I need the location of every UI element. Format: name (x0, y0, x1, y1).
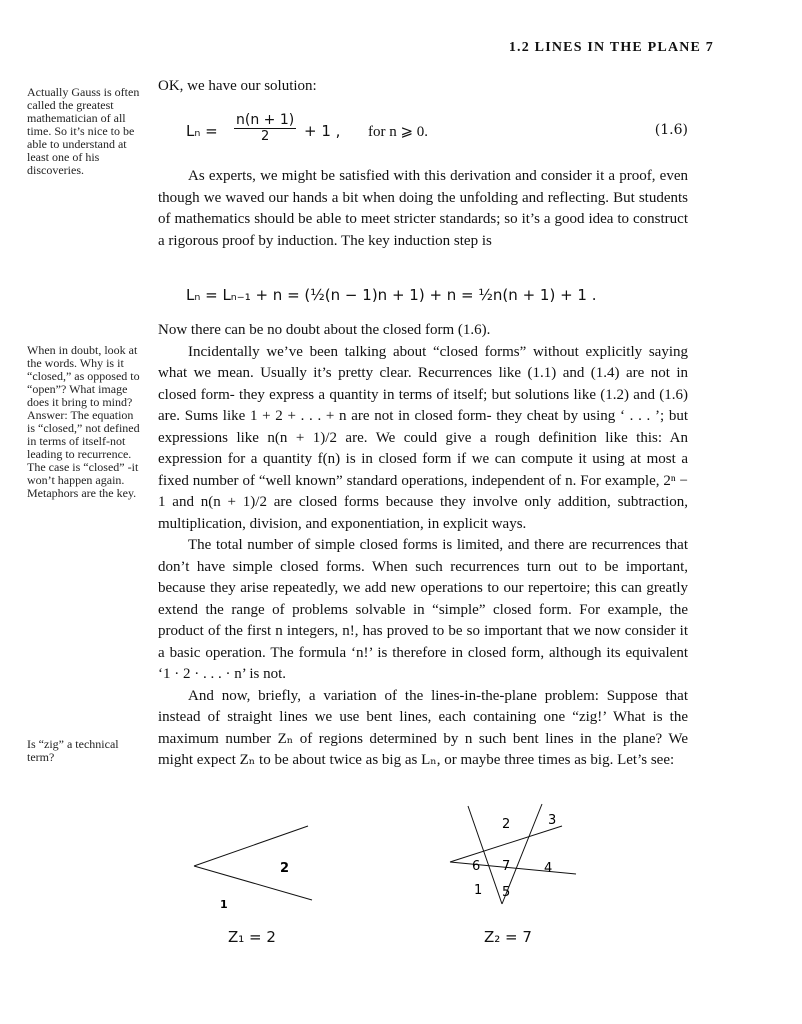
z2-line-d (450, 862, 576, 874)
margin-note-closed: When in doubt, look at the words. Why is it “closed,” as opposed to “open”? What image does it bring to mind? Answer: The equation is “closed,” not defined in terms of itself-not leading to recurrence. The case is “closed” -it won’t happen again. Metaphors are the key. (27, 343, 140, 500)
paragraph-simple-closed-forms: The total number of simple closed forms is limited, and there are recurrences that don’t have simple closed forms. When such recurrences turn out to be important, because they arise repeatedly, we add new operations to our repertoire; this can greatly extend the range of problems solvable in “simple” closed form. For example, the product of the first n integers, n!, has proved to be so important that we now consider it a basic operation. The formula ‘n!’ is therefore in closed form, although its equivalent ‘1 · 2 · . . . · n’ is not. (158, 537, 688, 682)
eq16-condition: for n ⩾ 0. (368, 124, 429, 140)
eq16-denominator: 2 (260, 129, 270, 144)
z2-region-2: 2 (502, 817, 511, 832)
margin-note-gauss: Actually Gauss is often called the greatest mathematician of all time. So it’s nice to be able to understand at least one of his discoveries. (27, 85, 140, 177)
caption-z2: Z₂ = 7 (484, 928, 532, 946)
eq16-number: (1.6) (654, 122, 688, 138)
equation-induction: Lₙ = Lₙ₋₁ + n = (½(n − 1)n + 1) + n = ½n(n + 1) + 1 . (186, 286, 597, 304)
equation-1-6 (158, 112, 688, 152)
z2-region-7: 7 (502, 859, 511, 874)
z2-region-6: 6 (472, 859, 481, 874)
z2-region-5: 5 (502, 885, 511, 900)
z2-region-3: 3 (548, 813, 557, 828)
z1-upper-ray (194, 826, 308, 866)
paragraph-closed-forms: Incidentally we’ve been talking about “closed forms” without explicitly saying what we mean. Usually it’s pretty clear. Recurrences like (1.1) and (1.4) are not in closed form- they express a quantity in terms of itself; but solutions like (1.2) and (1.6) are. Sums like 1 + 2 + . . . + n are not in closed form- they cheat by using ‘ . . . ’; but expressions like n(n + 1)/2 are. We could give a rough definition like this: An expression for a quantity f(n) is in closed form if we can compute it using at most a fixed number of “well known” standard operations, independent of n. For example, 2ⁿ − 1 and n(n + 1)/2 are closed forms because they involve only addition, subtraction, multiplication, division, and exponentiation, in explicit ways. (158, 343, 688, 532)
z2-region-4: 4 (544, 861, 553, 876)
intro-text: OK, we have our solution: (158, 78, 317, 94)
z1-lower-ray (194, 866, 312, 900)
eq16-lhs: Lₙ = (186, 122, 218, 140)
z1-region-2: 2 (280, 861, 290, 876)
paragraph-no-doubt: Now there can be no doubt about the closed form (1.6). (158, 322, 491, 338)
caption-z1: Z₁ = 2 (228, 928, 276, 946)
z2-region-1: 1 (474, 883, 483, 898)
eq16-numerator: n(n + 1) (236, 112, 295, 128)
paragraph-experts: As experts, we might be satisfied with this derivation and consider it a proof, even though we waved our hands a bit when doing the unfolding and reflecting. But students of mathematics should be able to meet stricter standards; so it’s a good idea to construct a rigorous proof by induction. The key induction step is (158, 168, 688, 249)
paragraph-zig-variation: And now, briefly, a variation of the lines-in-the-plane problem: Suppose that instead of straight lines we use bent lines, each containing one “zig!’ What is the maximum number Zₙ of regions determined by n such bent lines in the plane? We might expect Zₙ to be about twice as big as Lₙ, or maybe three times as big. Let’s see: (158, 687, 688, 768)
figure-z1 (180, 800, 340, 910)
margin-note-zig: Is “zig” a technical term? (27, 737, 119, 764)
figure-z2 (440, 802, 590, 922)
eq16-fraction (234, 112, 296, 144)
z1-region-1: 1 (220, 898, 228, 910)
eq16-rest: + 1 , (304, 122, 341, 140)
running-header: 1.2 LINES IN THE PLANE 7 (508, 40, 714, 55)
